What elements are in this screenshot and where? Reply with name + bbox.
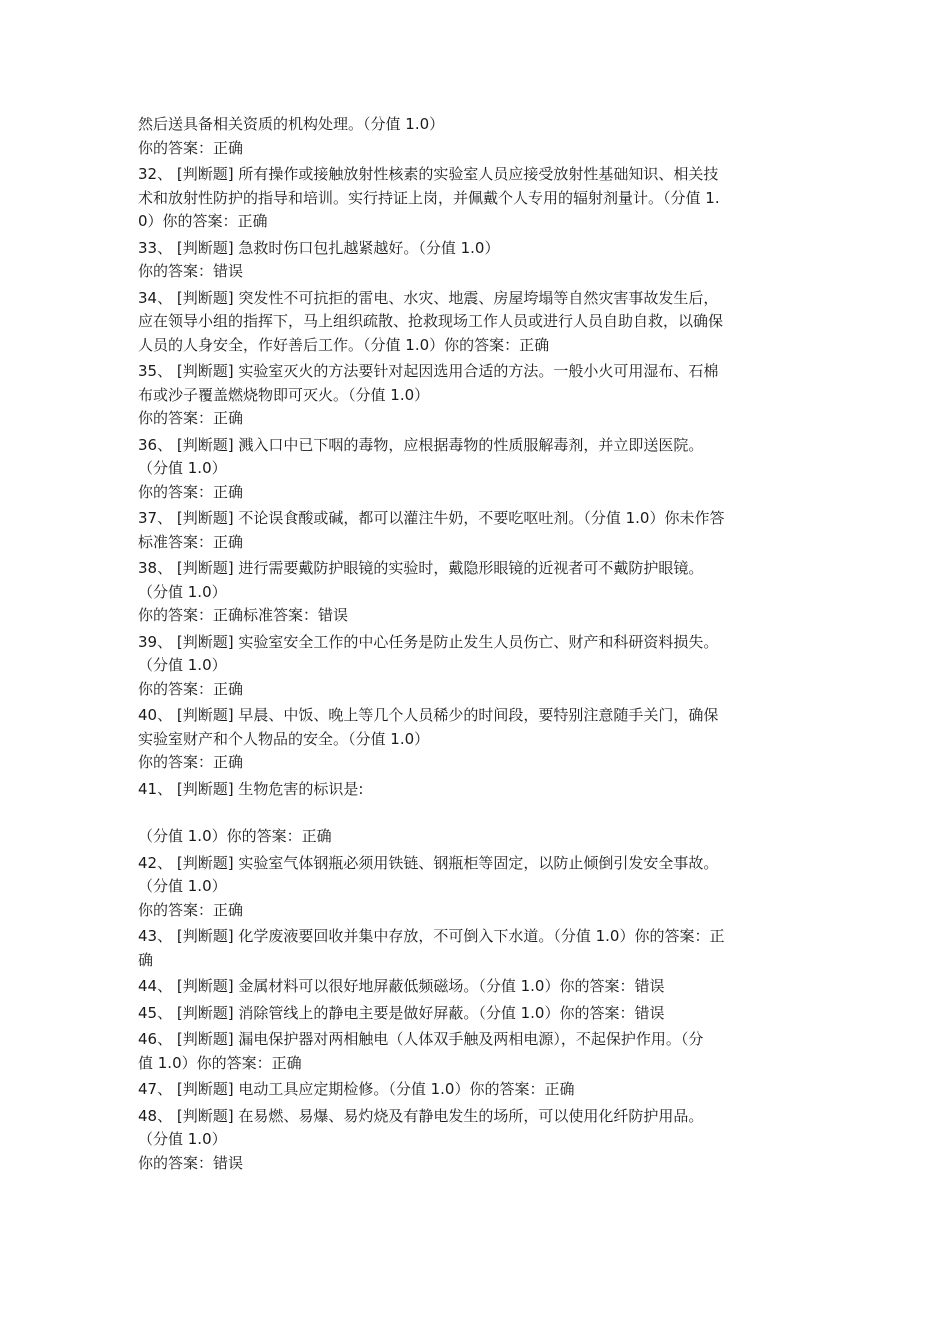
text-line: 你的答案：正确	[138, 900, 244, 919]
text-line: （分值 1.0）	[138, 1130, 227, 1148]
text-line: 0）你的答案：正确	[138, 212, 268, 230]
text-line: 确	[138, 950, 154, 969]
text-line: 你的答案：正确标准答案：错误	[138, 606, 349, 624]
text-line: 值 1.0）你的答案：正确	[138, 1053, 302, 1072]
text-line: 应在领导小组的指挥下，马上组织疏散、抢救现场工作人员或进行人员自助自救，以确保	[138, 312, 724, 330]
text-line: 你的答案：正确	[138, 679, 244, 698]
text-line: 43、 [判断题] 化学废液要回收并集中存放，不可倒入下水道。（分值 1.0）你的答案：正	[138, 927, 725, 945]
text-line: 46、 [判断题] 漏电保护器对两相触电（人体双手触及两相电源），不起保护作用。（分	[138, 1030, 704, 1048]
text-line: 你的答案：错误	[138, 1153, 244, 1172]
text-line: （分值 1.0）	[138, 582, 227, 601]
text-line: （分值 1.0）	[138, 877, 227, 895]
text-line: 标准答案：正确	[138, 532, 244, 551]
text-line: 36、 [判断题] 溅入口中已下咽的毒物，应根据毒物的性质服解毒剂，并立即送医院。	[138, 435, 704, 454]
text-line: （分值 1.0）你的答案：正确	[138, 827, 332, 845]
text-line: （分值 1.0）	[138, 656, 227, 674]
text-line: 你的答案：正确	[138, 409, 244, 427]
text-line: 47、 [判断题] 电动工具应定期检修。（分值 1.0）你的答案：正确	[138, 1080, 575, 1098]
text-line: 你的答案：正确	[138, 482, 244, 501]
text-line: 布或沙子覆盖燃烧物即可灭火。（分值 1.0）	[138, 385, 430, 404]
text-line: 44、 [判断题] 金属材料可以很好地屏蔽低频磁场。（分值 1.0）你的答案：错误	[138, 977, 665, 995]
text-line: 你的答案：正确	[138, 138, 244, 157]
text-line: 41、 [判断题] 生物危害的标识是:	[138, 779, 364, 798]
text-line: 术和放射性防护的指导和培训。实行持证上岗，并佩戴个人专用的辐射剂量计。（分值 1.	[138, 188, 720, 207]
blank-line	[138, 801, 818, 825]
text-line: 38、 [判断题] 进行需要戴防护眼镜的实验时，戴隐形眼镜的近视者可不戴防护眼镜。	[138, 559, 704, 577]
text-line: （分值 1.0）	[138, 459, 227, 477]
text-line: 35、 [判断题] 实验室灭火的方法要针对起因选用合适的方法。一般小火可用湿布、石棉	[138, 362, 719, 380]
text-line: 40、 [判断题] 早晨、中饭、晚上等几个人员稀少的时间段，要特别注意随手关门，确保	[138, 706, 719, 724]
text-line: 然后送具备相关资质的机构处理。（分值 1.0）	[138, 115, 445, 133]
text-line: 39、 [判断题] 实验室安全工作的中心任务是防止发生人员伤亡、财产和科研资料损失。	[138, 632, 719, 651]
text-line: 45、 [判断题] 消除管线上的静电主要是做好屏蔽。（分值 1.0）你的答案：错误	[138, 1003, 665, 1022]
text-line: 你的答案：正确	[138, 753, 244, 771]
text-line: 48、 [判断题] 在易燃、易爆、易灼烧及有静电发生的场所，可以使用化纤防护用品。	[138, 1106, 704, 1125]
text-line: 人员的人身安全，作好善后工作。（分值 1.0）你的答案：正确	[138, 335, 550, 354]
text-line: 你的答案：错误	[138, 262, 244, 280]
text-line: 42、 [判断题] 实验室气体钢瓶必须用铁链、钢瓶柜等固定，以防止倾倒引发安全事故。	[138, 853, 719, 872]
text-line: 34、 [判断题] 突发性不可抗拒的雷电、水灾、地震、房屋垮塌等自然灾害事故发生后，	[138, 288, 719, 307]
text-line: 37、 [判断题] 不论误食酸或碱，都可以灌注牛奶，不要吃呕吐剂。（分值 1.0）你未作答	[138, 509, 725, 527]
text-line: 33、 [判断题] 急救时伤口包扎越紧越好。（分值 1.0）	[138, 238, 500, 257]
text-line: 32、 [判断题] 所有操作或接触放射性核素的实验室人员应接受放射性基础知识、相关技	[138, 165, 719, 183]
text-line: 实验室财产和个人物品的安全。（分值 1.0）	[138, 729, 430, 748]
question-list	[138, 113, 818, 1175]
